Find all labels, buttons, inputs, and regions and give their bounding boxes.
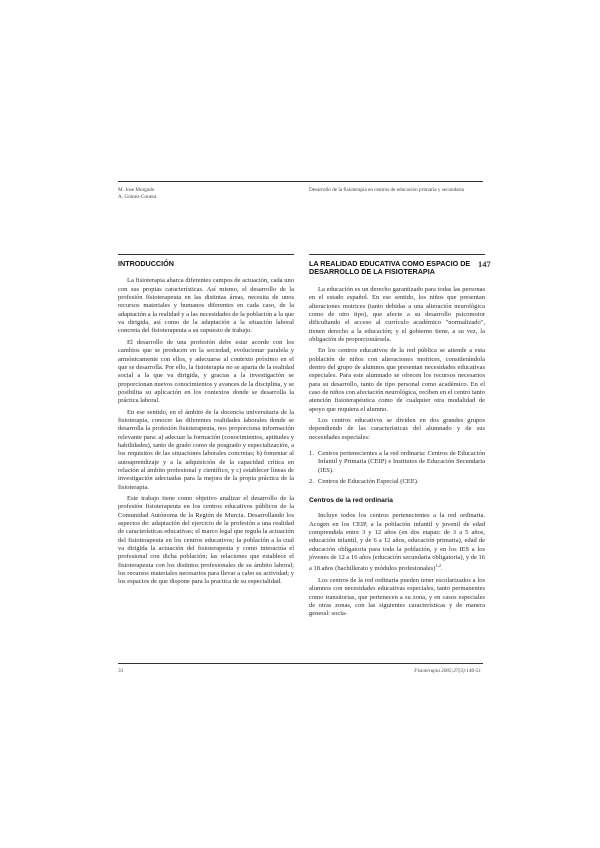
footer-rule [118,663,483,664]
author-1: M. Jose Morgado [118,187,155,193]
subsection-heading: Centros de la red ordinaria [309,497,393,505]
left-column [118,260,294,590]
page-number: 147 [478,259,491,269]
footer-page: 31 [118,668,124,674]
paragraph: En ese sentido, en el ámbito de la docencia universitaria de la fisioterapia, conocer las diferentes realidades laborales donde se desarrolla la profesión fisioterapeuta, nos proporciona información relevante para: a) adecuar la formación (conocimientos, aptitudes y habilidades), tanto de grado como de posgrado y especialización, a los requisitos de las situaciones laborales concretas; b) fomentar al autoaprendizaje y a la adquisición de la capacidad crítica en relación al ámbito profesional y científico, y c) establecer líneas de investigación adecuadas para la mejora de la propia práctica de la fisioterapia. [118,408,294,491]
list-number: 2. [309,478,314,486]
list-item [309,478,485,486]
paragraph: En los centros educativos de la red pública se atiende a esta población de niños con alteraciones motrices, considerándola dentro del grupo de alumnos que presentan necesidades educativas especiales. Para este alumnado se ofrecen los recursos necesarios para su desarrollo, tanto de tipo personal como académico. En el caso de niños con afectación neurológica, reciben en el centro tanto atención fisioterapéutica como de cualquier otra modalidad de apoyo que requiera el alumno. [309,347,485,413]
paragraph: El desarrollo de una profesión debe estar acorde con los cambios que se producen en la sociedad, evolucionar paralela y armónicamente con ellos, y adecuarse al contexto próximo en el que se desarrolla. Por ello, la fisioterapia no se aparta de la realidad social a la que va dirigida, y gracias a la investigación se proporcionan nuevos conocimientos y avances de la disciplina, y se posibilita su aplicación en los contextos donde se desarrolla la práctica laboral. [118,338,294,405]
citation-ref: 1,2 [435,563,441,569]
list-item [309,450,485,475]
right-column [309,260,485,622]
section-heading: LA REALIDAD EDUCATIVA COMO ESPACIO DE DESARROLLO DE LA FISIOTERAPIA [309,259,471,277]
list-item-text: Centros pertenecientes a la red ordinaria: Centros de Educación Infantil y Primaria (CEIP) e Institutos de Educación Secundaria (IES). [318,450,485,474]
centre-types-list [309,450,485,486]
paragraph: Incluye todos los centros pertenecientes a la red ordinaria. Acogen en los CEIP, a la población infantil y juvenil de edad comprendida entre 3 y 12 años (en dos etapas: de 3 a 5 años, educación infantil, y de 6 a 12 años, educación primaria), edad de educación obligatoria para toda la población, y en los IES a los jóvenes de 12 a 16 años (educación secundaria obligatoria), y de 16 a 18 años (bachillerato y módulos profesionales)$^{1,2}$. [309,512,485,573]
list-item-text: Centros de Educación Especial (CEE). [318,478,419,486]
section-rule-right [309,254,485,255]
paragraph: Este trabajo tiene como objetivo analizar el desarrollo de la profesión fisioterapeuta en los centros educativos públicos de la Comunidad Autónoma de la Región de Murcia. Desarrollando los aspectos de: adaptación del ejercicio de la profesión a una realidad de características educativas; el marco legal que regula la actuación del fisioterapeuta en los centros educativos; la población a la cual va dirigida la actuación del fisioterapeuta y como interactúa el profesional con dicha población; las relaciones que establece el fisioterapeuta con los distintos profesionales de su ámbito laboral; los recursos materiales necesarios para llevar a cabo su actividad; y los espacios de que dispone para la practica de su especialidad. [118,495,294,586]
introduction-heading: INTRODUCCIÓN [118,259,174,268]
paragraph: Los centros educativos se dividen en dos grandes grupos dependiendo de las características del alumnado y de sus necesidades especiales: [309,416,485,441]
section-rule-left [118,254,294,255]
paragraph: La educación es un derecho garantizado para todas las personas en el estado español. En ese sentido, los niños que presentan alteraciones motrices (tanto debidas a una alteración neurológica como de otro tipo), que afecte a su desarrollo psicomotor dificultando el acceso al currículo académico "normalizado", tienen derecho a la educación; y el gobierno tiene, a su vez, la obligación de proporcionársela. [309,285,485,343]
list-number: 1. [309,450,314,457]
paragraph: Los centros de la red ordinaria pueden tener escolarizados a los alumnos con necesidades educativas especiales, tanto permanentes como transitorias, que pertenecen a su zona, y en casos especiales de otras zonas, con las siguientes características y de manera general: socia- [309,576,485,618]
paragraph-text: Incluye todos los centros pertenecientes a la red ordinaria. Acogen en los CEIP, a la población infantil y juvenil de edad comprendida entre 3 y 12 años (en dos etapas: de 3 a 5 años, educación infantil, y de 6 a 12 años, educación primaria), edad de educación obligatoria para toda la población, y en los IES a los jóvenes de 12 a 16 años (educación secundaria obligatoria), y de 16 a 18 años (bachillerato y módulos profesionales) [309,512,485,573]
author-2: A. Gómez-Conesa [118,194,157,200]
header-rule [118,181,483,182]
running-title: Desarrollo de la fisioterapia en centros de educación primaria y secundaria [309,187,464,193]
paragraph: La fisioterapia abarca diferentes campos de actuación, cada uno con sus propias características. Así mismo, el desarrollo de la profesión fisioterapeuta en las distintas áreas, necesita de unos recursos materiales y humanos diferentes en cada caso, de la adaptación a la realidad y a las necesidades de la población a la que va dirigida, así como de la adaptación a la situación laboral concreta del fisioterapeuta a su supuesto de trabajo. [118,277,294,335]
running-authors [118,187,278,201]
footer-journal: Fisioterapia 2005;27(3):146-51 [414,668,481,674]
